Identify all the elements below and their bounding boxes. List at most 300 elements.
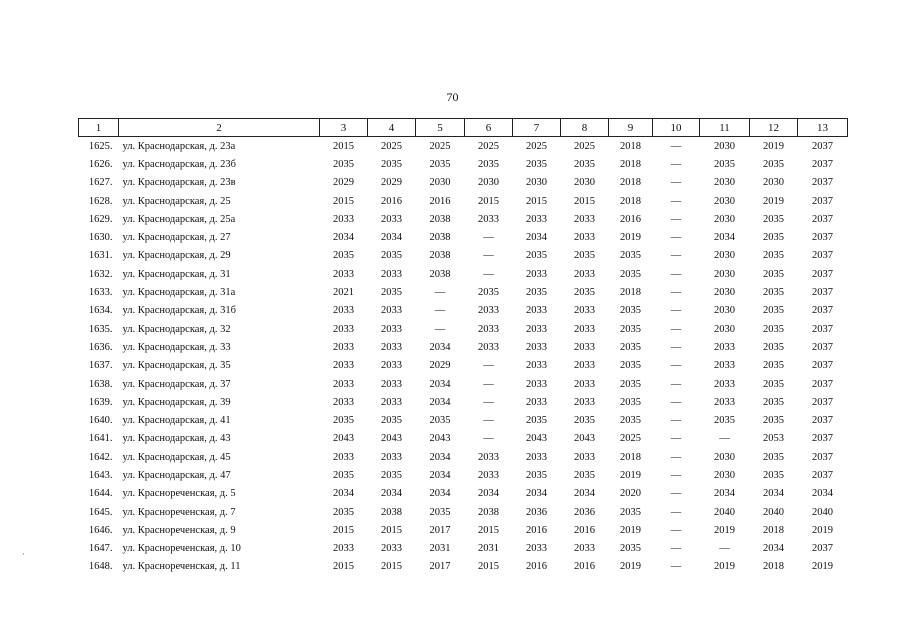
year-cell: — bbox=[483, 378, 494, 390]
year-cell: 2035 bbox=[381, 250, 402, 262]
year-cell: 2021 bbox=[333, 287, 354, 299]
table-row bbox=[79, 503, 848, 521]
year-cell: 2015 bbox=[478, 195, 499, 207]
year-cell: 2035 bbox=[620, 360, 641, 372]
year-cell: — bbox=[483, 232, 494, 244]
column-header-3: 3 bbox=[320, 119, 368, 137]
year-cell: 2035 bbox=[620, 378, 641, 390]
year-cell: 2035 bbox=[574, 469, 595, 481]
year-cell: 2018 bbox=[763, 561, 784, 573]
row-number: 1631. bbox=[88, 250, 113, 262]
column-header-5: 5 bbox=[416, 119, 465, 137]
year-cell: 2033 bbox=[526, 341, 547, 353]
column-header-12: 12 bbox=[750, 119, 798, 137]
year-cell: 2033 bbox=[478, 213, 499, 225]
year-cell: — bbox=[670, 451, 682, 463]
year-cell: 2035 bbox=[333, 469, 354, 481]
year-cell: 2018 bbox=[620, 195, 641, 207]
year-cell: 2018 bbox=[620, 177, 641, 189]
table-row bbox=[79, 466, 848, 484]
year-cell: 2035 bbox=[714, 158, 735, 170]
year-cell: 2034 bbox=[763, 543, 784, 555]
year-cell: 2033 bbox=[478, 451, 499, 463]
year-cell: — bbox=[670, 232, 682, 244]
column-header-10: 10 bbox=[653, 119, 700, 137]
year-cell: 2033 bbox=[478, 341, 499, 353]
row-number: 1648. bbox=[88, 561, 113, 573]
year-cell: 2035 bbox=[763, 268, 784, 280]
table-row bbox=[79, 155, 848, 173]
year-cell: 2019 bbox=[620, 469, 641, 481]
column-header-8: 8 bbox=[561, 119, 609, 137]
year-cell: 2033 bbox=[526, 378, 547, 390]
year-cell: 2038 bbox=[429, 250, 451, 262]
year-cell: 2015 bbox=[478, 561, 499, 573]
year-cell: 2030 bbox=[714, 268, 735, 280]
table-row bbox=[79, 137, 848, 156]
year-cell: 2037 bbox=[812, 451, 833, 463]
year-cell: 2035 bbox=[763, 305, 784, 317]
year-cell: 2035 bbox=[763, 341, 784, 353]
table-row bbox=[79, 375, 848, 393]
year-cell: 2036 bbox=[526, 506, 547, 518]
row-number: 1644. bbox=[88, 488, 113, 500]
address-cell: ул. Краснодарская, д. 45 bbox=[122, 451, 231, 463]
year-cell: 2035 bbox=[763, 378, 784, 390]
address-cell: ул. Краснодарская, д. 25а bbox=[122, 213, 236, 225]
year-cell: 2033 bbox=[381, 268, 402, 280]
year-cell: 2020 bbox=[620, 488, 641, 500]
year-cell: 2040 bbox=[714, 506, 735, 518]
row-number: 1646. bbox=[88, 524, 113, 536]
year-cell: 2033 bbox=[574, 378, 595, 390]
year-cell: 2034 bbox=[714, 488, 735, 500]
year-cell: 2030 bbox=[526, 177, 547, 189]
year-cell: — bbox=[483, 415, 494, 427]
year-cell: 2043 bbox=[574, 433, 595, 445]
year-cell: 2035 bbox=[381, 158, 402, 170]
year-cell: 2036 bbox=[574, 506, 595, 518]
table-row bbox=[79, 320, 848, 338]
row-number: 1642. bbox=[88, 451, 113, 463]
year-cell: 2033 bbox=[333, 323, 354, 335]
year-cell: 2033 bbox=[714, 360, 735, 372]
table-row bbox=[79, 521, 848, 539]
row-number: 1640. bbox=[88, 415, 113, 427]
year-cell: 2033 bbox=[333, 360, 354, 372]
year-cell: 2033 bbox=[333, 396, 354, 408]
row-number: 1628. bbox=[88, 195, 113, 207]
year-cell: 2019 bbox=[763, 195, 784, 207]
year-cell: 2038 bbox=[478, 506, 499, 518]
year-cell: — bbox=[670, 177, 682, 189]
year-cell: 2035 bbox=[333, 506, 354, 518]
year-cell: 2037 bbox=[812, 250, 833, 262]
year-cell: 2019 bbox=[714, 561, 735, 573]
row-number: 1633. bbox=[88, 287, 113, 299]
address-cell: ул. Краснодарская, д. 43 bbox=[122, 433, 231, 445]
address-cell: ул. Краснодарская, д. 37 bbox=[122, 378, 231, 390]
address-cell: ул. Краснодарская, д. 27 bbox=[122, 232, 231, 244]
year-cell: — bbox=[434, 323, 446, 335]
year-cell: 2034 bbox=[526, 488, 547, 500]
year-cell: 2029 bbox=[429, 360, 451, 372]
row-number: 1645. bbox=[88, 506, 113, 518]
year-cell: 2035 bbox=[574, 415, 595, 427]
year-cell: 2035 bbox=[620, 305, 641, 317]
address-cell: ул. Краснодарская, д. 39 bbox=[122, 396, 231, 408]
year-cell: 2038 bbox=[429, 268, 451, 280]
column-header-13: 13 bbox=[798, 119, 848, 137]
year-cell: 2035 bbox=[574, 158, 595, 170]
year-cell: — bbox=[670, 341, 682, 353]
year-cell: — bbox=[670, 378, 682, 390]
year-cell: — bbox=[670, 543, 682, 555]
year-cell: 2037 bbox=[812, 433, 833, 445]
year-cell: 2033 bbox=[574, 213, 595, 225]
row-number: 1630. bbox=[88, 232, 113, 244]
year-cell: 2043 bbox=[381, 433, 402, 445]
header-row bbox=[79, 119, 848, 137]
year-cell: 2035 bbox=[526, 469, 547, 481]
year-cell: 2033 bbox=[333, 268, 354, 280]
year-cell: 2034 bbox=[429, 341, 451, 353]
year-cell: 2035 bbox=[620, 415, 641, 427]
year-cell: — bbox=[670, 268, 682, 280]
year-cell: 2037 bbox=[812, 396, 833, 408]
address-cell: ул. Краснодарская, д. 35 bbox=[122, 360, 231, 372]
year-cell: — bbox=[483, 360, 494, 372]
year-cell: — bbox=[670, 561, 682, 573]
year-cell: 2019 bbox=[763, 140, 784, 152]
year-cell: 2016 bbox=[574, 524, 595, 536]
row-number: 1637. bbox=[88, 360, 113, 372]
year-cell: 2035 bbox=[381, 287, 402, 299]
year-cell: 2035 bbox=[620, 506, 641, 518]
year-cell: 2033 bbox=[333, 213, 354, 225]
year-cell: 2034 bbox=[714, 232, 735, 244]
year-cell: 2035 bbox=[381, 469, 402, 481]
year-cell: 2033 bbox=[574, 543, 595, 555]
column-header-1: 1 bbox=[79, 119, 119, 137]
year-cell: 2030 bbox=[574, 177, 595, 189]
year-cell: 2035 bbox=[478, 287, 499, 299]
year-cell: 2037 bbox=[812, 415, 833, 427]
year-cell: 2018 bbox=[620, 140, 641, 152]
address-cell: ул. Краснодарская, д. 29 bbox=[122, 250, 231, 262]
year-cell: 2025 bbox=[381, 140, 402, 152]
year-cell: 2034 bbox=[333, 488, 354, 500]
year-cell: 2030 bbox=[714, 213, 735, 225]
address-cell: ул. Краснодарская, д. 31а bbox=[122, 287, 236, 299]
row-number: 1636. bbox=[88, 341, 113, 353]
year-cell: — bbox=[434, 287, 446, 299]
year-cell: 2018 bbox=[620, 287, 641, 299]
year-cell: — bbox=[719, 433, 730, 445]
row-number: 1627. bbox=[88, 177, 113, 189]
year-cell: — bbox=[719, 543, 730, 555]
year-cell: 2019 bbox=[812, 561, 833, 573]
year-cell: 2035 bbox=[620, 268, 641, 280]
year-cell: 2033 bbox=[526, 451, 547, 463]
address-cell: ул. Краснореченская, д. 5 bbox=[122, 488, 236, 500]
year-cell: 2038 bbox=[429, 232, 451, 244]
year-cell: 2034 bbox=[429, 396, 451, 408]
year-cell: 2035 bbox=[714, 415, 735, 427]
row-number: 1632. bbox=[88, 268, 113, 280]
year-cell: 2037 bbox=[812, 305, 833, 317]
table-row bbox=[79, 210, 848, 228]
year-cell: 2035 bbox=[763, 232, 784, 244]
table-row bbox=[79, 247, 848, 265]
year-cell: 2029 bbox=[333, 177, 354, 189]
year-cell: 2038 bbox=[381, 506, 402, 518]
year-cell: 2037 bbox=[812, 469, 833, 481]
year-cell: 2015 bbox=[381, 524, 402, 536]
year-cell: — bbox=[670, 415, 682, 427]
year-cell: 2033 bbox=[526, 213, 547, 225]
year-cell: 2030 bbox=[714, 250, 735, 262]
year-cell: 2043 bbox=[526, 433, 547, 445]
year-cell: 2030 bbox=[714, 177, 735, 189]
year-cell: 2033 bbox=[381, 396, 402, 408]
table-row bbox=[79, 540, 848, 558]
year-cell: — bbox=[670, 323, 682, 335]
year-cell: 2035 bbox=[333, 250, 354, 262]
year-cell: 2033 bbox=[381, 360, 402, 372]
year-cell: 2033 bbox=[526, 543, 547, 555]
year-cell: 2033 bbox=[574, 232, 595, 244]
year-cell: 2033 bbox=[574, 268, 595, 280]
address-cell: ул. Краснодарская, д. 33 bbox=[122, 341, 231, 353]
row-number: 1638. bbox=[88, 378, 113, 390]
year-cell: — bbox=[670, 506, 682, 518]
table-row bbox=[79, 174, 848, 192]
year-cell: — bbox=[670, 469, 682, 481]
year-cell: 2015 bbox=[526, 195, 547, 207]
year-cell: 2015 bbox=[381, 561, 402, 573]
year-cell: 2030 bbox=[714, 451, 735, 463]
column-header-7: 7 bbox=[513, 119, 561, 137]
year-cell: 2033 bbox=[381, 305, 402, 317]
address-cell: ул. Краснодарская, д. 31 bbox=[122, 268, 231, 280]
year-cell: 2035 bbox=[620, 323, 641, 335]
year-cell: 2035 bbox=[526, 158, 547, 170]
year-cell: — bbox=[670, 488, 682, 500]
year-cell: 2033 bbox=[478, 305, 499, 317]
address-cell: ул. Краснодарская, д. 25 bbox=[122, 195, 231, 207]
year-cell: 2033 bbox=[333, 378, 354, 390]
column-header-11: 11 bbox=[700, 119, 750, 137]
year-cell: 2018 bbox=[763, 524, 784, 536]
year-cell: 2016 bbox=[526, 561, 547, 573]
year-cell: 2035 bbox=[333, 158, 354, 170]
year-cell: 2030 bbox=[714, 140, 735, 152]
table-row bbox=[79, 411, 848, 429]
year-cell: 2037 bbox=[812, 341, 833, 353]
table-row bbox=[79, 558, 848, 576]
table-body bbox=[79, 137, 848, 577]
year-cell: 2034 bbox=[381, 232, 402, 244]
year-cell: 2035 bbox=[429, 415, 451, 427]
table-row bbox=[79, 393, 848, 411]
year-cell: 2031 bbox=[429, 543, 451, 555]
address-cell: ул. Краснореченская, д. 7 bbox=[122, 506, 236, 518]
year-cell: — bbox=[670, 524, 682, 536]
address-cell: ул. Краснореченская, д. 11 bbox=[122, 561, 241, 573]
year-cell: 2033 bbox=[574, 305, 595, 317]
year-cell: 2033 bbox=[526, 268, 547, 280]
year-cell: 2034 bbox=[478, 488, 499, 500]
column-header-4: 4 bbox=[368, 119, 416, 137]
year-cell: 2034 bbox=[429, 488, 451, 500]
year-cell: — bbox=[670, 213, 682, 225]
year-cell: 2025 bbox=[574, 140, 595, 152]
year-cell: 2035 bbox=[429, 506, 451, 518]
year-cell: 2033 bbox=[574, 341, 595, 353]
year-cell: 2034 bbox=[526, 232, 547, 244]
year-cell: 2034 bbox=[763, 488, 784, 500]
year-cell: 2015 bbox=[333, 561, 354, 573]
year-cell: 2033 bbox=[714, 378, 735, 390]
year-cell: 2035 bbox=[763, 415, 784, 427]
year-cell: 2033 bbox=[714, 396, 735, 408]
year-cell: 2030 bbox=[429, 177, 451, 189]
year-cell: 2035 bbox=[574, 287, 595, 299]
address-cell: ул. Краснодарская, д. 23б bbox=[122, 158, 236, 170]
year-cell: 2030 bbox=[714, 323, 735, 335]
year-cell: 2015 bbox=[574, 195, 595, 207]
year-cell: 2030 bbox=[478, 177, 499, 189]
year-cell: — bbox=[483, 396, 494, 408]
year-cell: 2019 bbox=[620, 561, 641, 573]
year-cell: 2035 bbox=[478, 158, 499, 170]
year-cell: 2033 bbox=[381, 323, 402, 335]
year-cell: 2030 bbox=[714, 305, 735, 317]
year-cell: 2040 bbox=[763, 506, 784, 518]
year-cell: 2015 bbox=[333, 140, 354, 152]
year-cell: — bbox=[670, 195, 682, 207]
year-cell: 2029 bbox=[381, 177, 402, 189]
year-cell: 2037 bbox=[812, 213, 833, 225]
year-cell: 2034 bbox=[333, 232, 354, 244]
year-cell: 2035 bbox=[620, 250, 641, 262]
year-cell: 2033 bbox=[526, 360, 547, 372]
row-number: 1634. bbox=[88, 305, 113, 317]
row-number: 1643. bbox=[88, 469, 113, 481]
year-cell: 2033 bbox=[526, 305, 547, 317]
year-cell: — bbox=[670, 396, 682, 408]
year-cell: 2025 bbox=[478, 140, 499, 152]
year-cell: 2035 bbox=[763, 158, 784, 170]
row-number: 1635. bbox=[88, 323, 113, 335]
year-cell: — bbox=[483, 268, 494, 280]
year-cell: 2015 bbox=[333, 524, 354, 536]
table-row bbox=[79, 228, 848, 246]
year-cell: 2033 bbox=[574, 360, 595, 372]
table-row bbox=[79, 430, 848, 448]
year-cell: 2030 bbox=[714, 195, 735, 207]
table-row bbox=[79, 448, 848, 466]
year-cell: 2034 bbox=[429, 469, 451, 481]
row-number: 1626. bbox=[88, 158, 113, 170]
year-cell: 2035 bbox=[763, 396, 784, 408]
year-cell: 2031 bbox=[478, 543, 499, 555]
year-cell: 2035 bbox=[333, 415, 354, 427]
year-cell: — bbox=[670, 433, 682, 445]
year-cell: 2030 bbox=[714, 287, 735, 299]
year-cell: 2019 bbox=[620, 524, 641, 536]
year-cell: 2034 bbox=[574, 488, 595, 500]
year-cell: 2035 bbox=[620, 396, 641, 408]
year-cell: 2033 bbox=[526, 323, 547, 335]
year-cell: 2037 bbox=[812, 177, 833, 189]
year-cell: 2033 bbox=[574, 323, 595, 335]
year-cell: — bbox=[670, 287, 682, 299]
address-cell: ул. Краснодарская, д. 41 bbox=[122, 415, 231, 427]
year-cell: 2035 bbox=[763, 323, 784, 335]
year-cell: 2035 bbox=[763, 451, 784, 463]
year-cell: 2034 bbox=[429, 378, 451, 390]
year-cell: 2037 bbox=[812, 195, 833, 207]
year-cell: 2035 bbox=[526, 415, 547, 427]
year-cell: 2030 bbox=[714, 469, 735, 481]
row-number: 1629. bbox=[88, 213, 113, 225]
year-cell: 2034 bbox=[812, 488, 833, 500]
year-cell: 2017 bbox=[429, 561, 451, 573]
column-header-2: 2 bbox=[119, 119, 320, 137]
year-cell: 2035 bbox=[381, 415, 402, 427]
year-cell: 2033 bbox=[381, 213, 402, 225]
address-cell: ул. Краснодарская, д. 31б bbox=[122, 305, 236, 317]
row-number: 1641. bbox=[88, 433, 113, 445]
year-cell: 2033 bbox=[478, 323, 499, 335]
year-cell: 2035 bbox=[620, 543, 641, 555]
year-cell: — bbox=[670, 158, 682, 170]
table-row bbox=[79, 192, 848, 210]
year-cell: 2033 bbox=[333, 305, 354, 317]
address-cell: ул. Краснореченская, д. 10 bbox=[122, 543, 241, 555]
year-cell: 2034 bbox=[381, 488, 402, 500]
year-cell: 2033 bbox=[574, 396, 595, 408]
page-number: 70 bbox=[446, 90, 459, 104]
year-cell: — bbox=[670, 360, 682, 372]
data-table bbox=[78, 118, 848, 576]
year-cell: 2016 bbox=[620, 213, 641, 225]
year-cell: 2033 bbox=[333, 341, 354, 353]
year-cell: 2033 bbox=[333, 451, 354, 463]
year-cell: 2035 bbox=[763, 250, 784, 262]
year-cell: 2035 bbox=[574, 250, 595, 262]
column-header-9: 9 bbox=[609, 119, 653, 137]
table-header bbox=[79, 119, 848, 137]
year-cell: 2033 bbox=[333, 543, 354, 555]
year-cell: 2037 bbox=[812, 140, 833, 152]
year-cell: — bbox=[670, 305, 682, 317]
year-cell: 2035 bbox=[763, 287, 784, 299]
year-cell: 2025 bbox=[429, 140, 451, 152]
year-cell: — bbox=[483, 250, 494, 262]
year-cell: 2035 bbox=[763, 213, 784, 225]
year-cell: 2035 bbox=[526, 250, 547, 262]
table-row bbox=[79, 302, 848, 320]
year-cell: 2015 bbox=[333, 195, 354, 207]
year-cell: 2033 bbox=[714, 341, 735, 353]
year-cell: 2037 bbox=[812, 232, 833, 244]
address-cell: ул. Краснодарская, д. 23в bbox=[122, 177, 236, 189]
year-cell: 2019 bbox=[620, 232, 641, 244]
year-cell: 2043 bbox=[429, 433, 451, 445]
